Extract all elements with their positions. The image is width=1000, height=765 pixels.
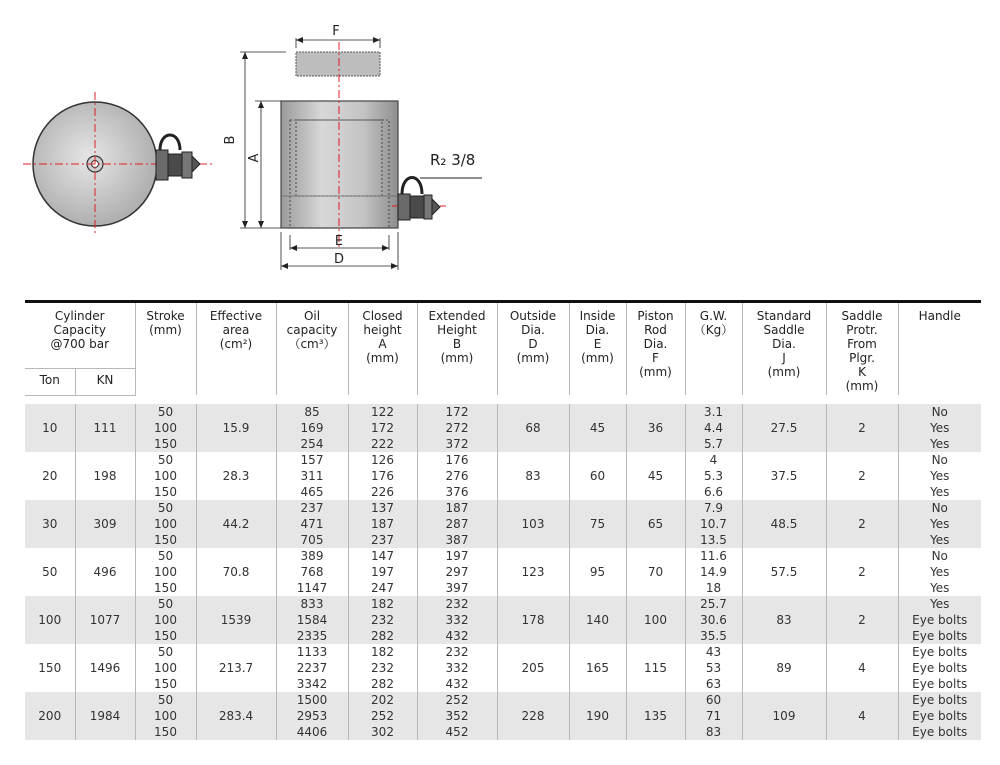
cell-line: Yes [930, 484, 950, 499]
cell-ton: 150 [38, 660, 62, 675]
cell-line: 197 [445, 548, 469, 563]
cell-ton: 50 [42, 564, 58, 579]
cell-line: 768 [300, 564, 324, 579]
cell-area: 1539 [196, 596, 276, 644]
cell-line: 1147 [296, 580, 328, 595]
cell-handle [898, 548, 981, 596]
cell-line: 254 [300, 436, 324, 451]
cell-line: 182 [371, 644, 394, 659]
cell-line: 4 [709, 452, 718, 467]
header-effective-area: Effective area (cm²) [196, 302, 276, 396]
cell-saddle: 83 [742, 596, 826, 644]
cell-line: 5.3 [703, 468, 724, 483]
dim-label-d: D [333, 252, 345, 267]
cell-saddle: 37.5 [742, 452, 826, 500]
cell-outside: 178 [497, 596, 569, 644]
cell-line: 63 [705, 676, 722, 691]
cell-line: 172 [371, 420, 394, 435]
cell-line: 452 [445, 724, 469, 739]
header-closed-height: Closed height A (mm) [348, 302, 417, 396]
cell-line: Eye bolts [912, 612, 968, 627]
cell-outside: 68 [497, 404, 569, 452]
cell-line: 50 [157, 596, 174, 611]
cell-line: Yes [930, 532, 950, 547]
cell-line: 50 [157, 452, 174, 467]
cell-line: 1584 [296, 612, 328, 627]
table-row [25, 548, 981, 596]
cell-ton: 30 [25, 500, 75, 548]
table-row [25, 404, 981, 452]
cell-stroke [135, 596, 196, 644]
cell-line: 50 [157, 500, 174, 515]
header-extended-height: Extended Height B (mm) [417, 302, 497, 396]
cell-line: 30.6 [700, 612, 727, 627]
cell-gw [685, 452, 742, 500]
cell-oil [276, 596, 348, 644]
cell-line: 3.1 [703, 404, 724, 419]
cell-protr: 2 [826, 452, 898, 500]
cell-ton: 100 [25, 596, 75, 644]
cell-extended [417, 596, 497, 644]
cell-piston: 45 [626, 452, 685, 500]
cell-line: 71 [705, 708, 722, 723]
capacity-group [25, 596, 981, 644]
cell-piston: 100 [626, 596, 685, 644]
cell-gw [685, 692, 742, 740]
cell-line: 176 [445, 452, 469, 467]
capacity-group [25, 548, 981, 596]
cell-line: Eye bolts [912, 708, 968, 723]
header-capacity: Cylinder Capacity @700 bar [25, 302, 135, 369]
cell-kn: 1077 [75, 596, 135, 644]
cell-line: Yes [930, 596, 950, 611]
cell-kn: 111 [75, 404, 135, 452]
cell-stroke [135, 452, 196, 500]
cell-line: 176 [371, 468, 394, 483]
cell-line: No [931, 548, 948, 563]
cell-extended [417, 404, 497, 452]
cell-stroke [135, 644, 196, 692]
cell-line: 232 [445, 596, 469, 611]
cell-line: 252 [371, 708, 394, 723]
cell-extended [417, 644, 497, 692]
cell-piston: 36 [626, 404, 685, 452]
cell-closed [348, 548, 417, 596]
cell-line: 100 [154, 516, 177, 531]
cell-oil [276, 404, 348, 452]
cell-line: 60 [705, 692, 722, 707]
cell-line: 372 [445, 436, 469, 451]
cell-piston: 70 [626, 548, 685, 596]
cell-handle [898, 404, 981, 452]
cell-saddle: 57.5 [742, 548, 826, 596]
dim-label-e: E [334, 234, 344, 249]
cell-piston: 65 [626, 500, 685, 548]
cell-line: 150 [154, 580, 177, 595]
capacity-group [25, 500, 981, 548]
cell-line: 352 [445, 708, 469, 723]
cell-line: 247 [371, 580, 394, 595]
cell-line: 4406 [296, 724, 328, 739]
cell-line: 376 [445, 484, 469, 499]
capacity-group [25, 452, 981, 500]
cell-line: 282 [371, 676, 394, 691]
cell-line: 2237 [296, 660, 328, 675]
cell-oil [276, 548, 348, 596]
cell-handle [898, 644, 981, 692]
cell-extended [417, 548, 497, 596]
cell-line: 282 [371, 628, 394, 643]
table-row [25, 644, 981, 692]
cell-closed [348, 452, 417, 500]
cell-line: 169 [300, 420, 324, 435]
cell-handle [898, 452, 981, 500]
cell-extended [417, 452, 497, 500]
cell-inside: 95 [569, 548, 626, 596]
cell-line: 287 [445, 516, 469, 531]
cell-line: 197 [371, 564, 394, 579]
cell-line: 232 [371, 612, 394, 627]
header-oil-capacity: Oil capacity （cm³） [276, 302, 348, 396]
cell-line: 11.6 [700, 548, 727, 563]
cell-line: 147 [371, 548, 394, 563]
capacity-group [25, 404, 981, 452]
cell-area: 15.9 [196, 404, 276, 452]
cell-kn: 1984 [75, 692, 135, 740]
cell-outside: 205 [497, 644, 569, 692]
cell-area: 70.8 [196, 548, 276, 596]
cell-line: Yes [930, 516, 950, 531]
cell-outside: 228 [497, 692, 569, 740]
cell-line: 50 [157, 548, 174, 563]
cell-stroke [135, 692, 196, 740]
cell-line: 252 [445, 692, 469, 707]
cell-line: 150 [154, 724, 177, 739]
cell-line: 397 [445, 580, 469, 595]
cell-outside: 123 [497, 548, 569, 596]
cell-inside: 60 [569, 452, 626, 500]
cell-inside: 190 [569, 692, 626, 740]
cylinder-drawing [0, 0, 1000, 290]
cell-line: 6.6 [703, 484, 724, 499]
header-gross-weight: G.W. （Kg） [685, 302, 742, 396]
cell-line: 25.7 [700, 596, 727, 611]
cell-line: 1500 [296, 692, 328, 707]
cell-protr: 2 [826, 500, 898, 548]
cell-gw [685, 596, 742, 644]
cell-line: 332 [445, 660, 469, 675]
cell-line: 237 [371, 532, 394, 547]
cell-protr: 4 [826, 692, 898, 740]
cell-outside: 103 [497, 500, 569, 548]
cell-line: 100 [154, 420, 177, 435]
cell-piston: 135 [626, 692, 685, 740]
cell-protr: 2 [826, 596, 898, 644]
cell-saddle: 109 [742, 692, 826, 740]
cell-closed [348, 644, 417, 692]
header-outside-dia: Outside Dia. D (mm) [497, 302, 569, 396]
cell-line: 237 [300, 500, 324, 515]
cell-inside: 45 [569, 404, 626, 452]
cell-line: 150 [154, 676, 177, 691]
cell-line: Eye bolts [912, 692, 968, 707]
cell-line: 150 [154, 484, 177, 499]
cell-line: 100 [154, 708, 177, 723]
cell-closed [348, 404, 417, 452]
cell-handle [898, 596, 981, 644]
cell-line: 2953 [296, 708, 328, 723]
cell-gw [685, 548, 742, 596]
cell-ton: 10 [25, 404, 75, 452]
cell-line: 302 [371, 724, 394, 739]
cell-line: 311 [300, 468, 324, 483]
cell-line: 35.5 [700, 628, 727, 643]
cell-oil [276, 452, 348, 500]
cell-line: 150 [154, 436, 177, 451]
cell-line: No [931, 452, 948, 467]
cell-line: 202 [371, 692, 394, 707]
cell-line: 232 [371, 660, 394, 675]
cell-stroke [135, 404, 196, 452]
cell-line: 85 [304, 404, 320, 419]
cell-line: 187 [445, 500, 469, 515]
cell-line: 7.9 [703, 500, 724, 515]
cell-line: Yes [930, 580, 950, 595]
cell-saddle: 48.5 [742, 500, 826, 548]
cell-line: Yes [930, 468, 950, 483]
cell-line: 100 [154, 612, 177, 627]
cell-line: 50 [157, 644, 174, 659]
cell-inside: 75 [569, 500, 626, 548]
table-row [25, 692, 981, 740]
cell-line: 150 [154, 532, 177, 547]
specification-table [25, 300, 981, 740]
cell-line: 187 [371, 516, 394, 531]
cell-kn: 198 [75, 452, 135, 500]
cell-line: 1133 [296, 644, 328, 659]
cell-line: Eye bolts [912, 628, 968, 643]
cell-line: 157 [300, 452, 324, 467]
cell-line: 50 [157, 404, 174, 419]
cell-saddle: 89 [742, 644, 826, 692]
cell-line: 705 [300, 532, 324, 547]
header-saddle-protrusion: Saddle Protr. From Plgr. K (mm) [826, 302, 898, 396]
cell-handle [898, 692, 981, 740]
cell-line: Yes [930, 420, 950, 435]
cell-line: 222 [371, 436, 394, 451]
top-view [23, 92, 215, 236]
cell-line: 432 [445, 676, 469, 691]
cell-line: Eye bolts [912, 660, 968, 675]
cell-line: 2335 [296, 628, 328, 643]
cell-extended [417, 500, 497, 548]
cell-ton: 20 [42, 468, 58, 483]
cell-line: 53 [705, 660, 722, 675]
cell-line: 4.4 [703, 420, 724, 435]
cell-outside: 83 [497, 452, 569, 500]
cell-line: 137 [371, 500, 394, 515]
cell-protr: 2 [826, 404, 898, 452]
dim-label-a: A [247, 153, 262, 163]
cell-closed [348, 692, 417, 740]
cell-handle [898, 500, 981, 548]
cell-closed [348, 596, 417, 644]
cell-oil [276, 644, 348, 692]
cell-line: No [931, 500, 948, 515]
cell-gw [685, 404, 742, 452]
cell-line: 3342 [296, 676, 328, 691]
cell-line: Eye bolts [912, 644, 968, 659]
cell-line: 389 [300, 548, 324, 563]
cell-line: Yes [930, 564, 950, 579]
cell-gw [685, 644, 742, 692]
header-stroke: Stroke (mm) [135, 302, 196, 396]
table-row [25, 596, 981, 644]
cell-stroke [135, 548, 196, 596]
header-handle: Handle [898, 302, 981, 396]
cell-piston: 115 [626, 644, 685, 692]
header-piston-rod-dia: Piston Rod Dia. F (mm) [626, 302, 685, 396]
cell-line: Eye bolts [912, 676, 968, 691]
cell-line: 126 [371, 452, 394, 467]
header-kn: KN [75, 368, 135, 395]
cell-line: 50 [157, 692, 174, 707]
cell-line: 226 [371, 484, 394, 499]
dim-label-b: B [223, 135, 238, 145]
capacity-group [25, 644, 981, 692]
table-row [25, 500, 981, 548]
dim-label-f: F [332, 24, 340, 39]
cell-line: 297 [445, 564, 469, 579]
cell-closed [348, 500, 417, 548]
cell-stroke [135, 500, 196, 548]
cell-line: 14.9 [700, 564, 727, 579]
cell-extended [417, 692, 497, 740]
cell-line: 272 [445, 420, 469, 435]
cell-protr: 2 [826, 548, 898, 596]
cell-oil [276, 500, 348, 548]
cell-line: 100 [154, 468, 177, 483]
cell-line: Eye bolts [912, 724, 968, 739]
cell-inside: 165 [569, 644, 626, 692]
cell-line: 387 [445, 532, 469, 547]
cell-ton: 200 [25, 692, 75, 740]
cell-area: 28.3 [196, 452, 276, 500]
cell-line: 18 [705, 580, 722, 595]
capacity-group [25, 692, 981, 740]
cell-line: 150 [154, 628, 177, 643]
cell-line: 10.7 [700, 516, 727, 531]
cell-line: 471 [300, 516, 324, 531]
table-row [25, 452, 981, 500]
cell-line: 100 [154, 564, 177, 579]
cell-line: 43 [705, 644, 722, 659]
cell-kn: 309 [75, 500, 135, 548]
header-inside-dia: Inside Dia. E (mm) [569, 302, 626, 396]
cell-line: 182 [371, 596, 394, 611]
cell-line: 83 [705, 724, 722, 739]
cell-line: 465 [300, 484, 324, 499]
header-saddle-dia: Standard Saddle Dia. J (mm) [742, 302, 826, 396]
cell-line: 100 [154, 660, 177, 675]
cell-kn: 496 [75, 548, 135, 596]
cell-area: 44.2 [196, 500, 276, 548]
cell-inside: 140 [569, 596, 626, 644]
cell-kn: 1496 [75, 644, 135, 692]
cell-line: 13.5 [700, 532, 727, 547]
cell-area: 213.7 [196, 644, 276, 692]
cell-line: 122 [371, 404, 394, 419]
port-label: R₂ 3/8 [430, 151, 476, 169]
side-view [281, 42, 482, 250]
header-ton: Ton [25, 368, 75, 395]
cell-line: 833 [300, 596, 324, 611]
cell-line: 332 [445, 612, 469, 627]
cell-line: 232 [445, 644, 469, 659]
cell-line: 432 [445, 628, 469, 643]
cell-gw [685, 500, 742, 548]
cell-saddle: 27.5 [742, 404, 826, 452]
cell-line: No [931, 404, 948, 419]
cell-oil [276, 692, 348, 740]
cell-area: 283.4 [196, 692, 276, 740]
cell-line: 172 [445, 404, 469, 419]
cell-line: Yes [930, 436, 950, 451]
cell-protr: 4 [826, 644, 898, 692]
cell-line: 5.7 [703, 436, 724, 451]
cell-line: 276 [445, 468, 469, 483]
